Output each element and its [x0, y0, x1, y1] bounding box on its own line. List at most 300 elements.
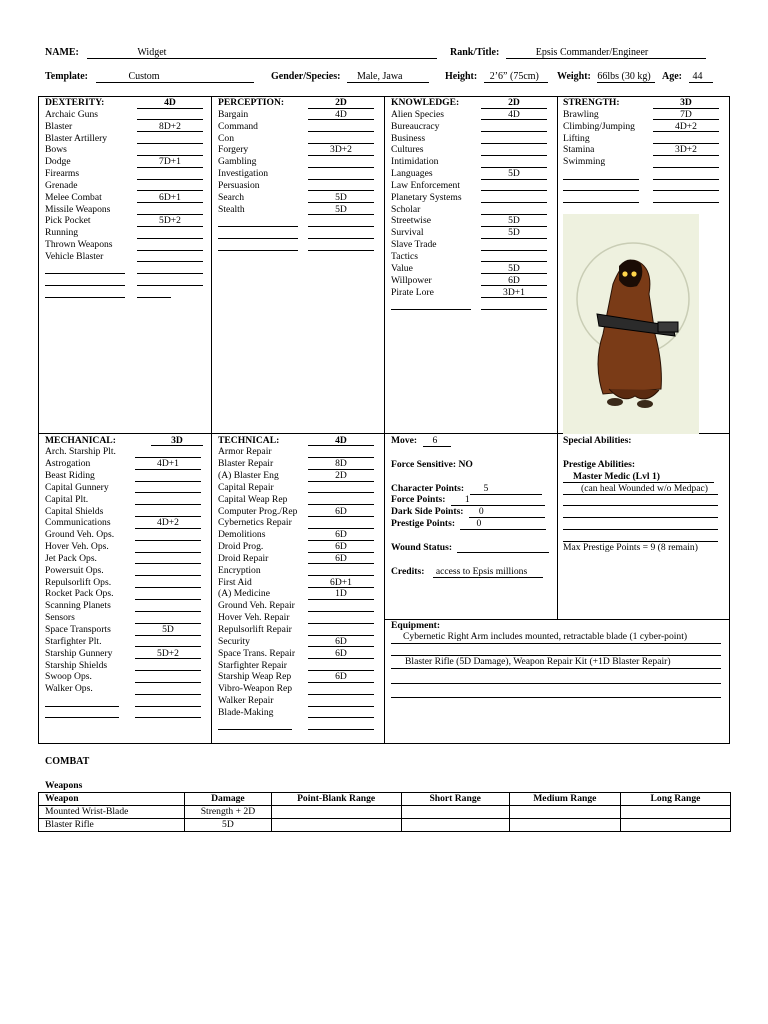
skill-value[interactable] — [308, 683, 374, 695]
dark-side-points-field[interactable]: 0 — [469, 506, 545, 518]
skill-value[interactable] — [135, 588, 201, 600]
strength-value[interactable]: 3D — [653, 97, 719, 109]
skill-row-capital-shields — [45, 506, 205, 518]
skill-row-command — [218, 121, 378, 133]
template-field[interactable]: Custom — [96, 71, 254, 83]
column-header-damage: Damage — [185, 793, 272, 806]
table-cell[interactable] — [271, 819, 401, 832]
mechanical-section — [45, 435, 205, 719]
force-sensitive: Force Sensitive: NO — [391, 459, 473, 470]
skill-row-climbing-jumping — [563, 121, 723, 133]
skill-name: Brawling — [563, 108, 599, 120]
character-points-field[interactable]: 5 — [470, 483, 542, 495]
age-row — [662, 71, 713, 83]
skill-value[interactable]: 3D+2 — [308, 144, 374, 156]
skill-row-vehicle-blaster — [45, 251, 205, 263]
skill-value[interactable] — [135, 529, 201, 541]
skill-name: Melee Combat — [45, 191, 102, 203]
skill-value[interactable] — [481, 180, 547, 192]
skill-name: Pirate Lore — [391, 286, 434, 298]
skill-value[interactable] — [308, 707, 374, 719]
skill-row-pick-pocket — [45, 215, 205, 227]
table-cell[interactable]: Blaster Rifle — [39, 819, 185, 832]
wound-status-field[interactable] — [457, 542, 549, 553]
skill-row-a-blaster-eng — [218, 470, 378, 482]
skill-name: Grenade — [45, 179, 78, 191]
skill-row-powersuit-ops — [45, 565, 205, 577]
skill-row-melee-combat — [45, 192, 205, 204]
skill-row-encryption — [218, 565, 378, 577]
prestige-points-row — [391, 518, 546, 530]
skill-row-thrown-weapons — [45, 239, 205, 251]
skill-row-starfighter-plt — [45, 636, 205, 648]
skill-value[interactable] — [135, 506, 201, 518]
technical-section — [218, 435, 378, 731]
skill-row-jet-pack-ops — [45, 553, 205, 565]
table-row — [39, 806, 731, 819]
skill-name: Stamina — [563, 144, 595, 156]
skill-value[interactable] — [137, 133, 203, 145]
skill-row-hover-veh-repair — [218, 612, 378, 624]
wound-status-label: Wound Status: — [391, 542, 453, 553]
skill-value[interactable]: 5D — [481, 215, 547, 227]
skill-name: Ground Veh. Repair — [218, 600, 295, 612]
skill-name: Swoop Ops. — [45, 671, 92, 683]
skill-row-cultures — [391, 144, 551, 156]
skill-name: Blaster Repair — [218, 458, 274, 470]
skill-name: Value — [391, 262, 413, 274]
skill-name: Dodge — [45, 156, 71, 168]
skill-value[interactable] — [135, 660, 201, 672]
skill-value[interactable] — [135, 683, 201, 695]
skill-value[interactable]: 6D — [308, 529, 374, 541]
table-cell[interactable]: Mounted Wrist-Blade — [39, 806, 185, 819]
skill-row-droid-prog — [218, 541, 378, 553]
skill-value[interactable] — [308, 517, 374, 529]
skill-row-walker-repair — [218, 695, 378, 707]
skill-value[interactable] — [481, 204, 547, 216]
prestige-points-label: Prestige Points: — [391, 518, 456, 529]
skill-row-running — [45, 227, 205, 239]
skill-name: Repulsorlift Repair — [218, 624, 292, 635]
skill-value[interactable] — [481, 251, 547, 263]
equipment-line-2[interactable]: Blaster Rifle (5D Damage), Weapon Repair Kit (+1D Blaster Repair) — [405, 656, 671, 667]
skill-value[interactable] — [481, 144, 547, 156]
skill-row-demolitions — [218, 529, 378, 541]
skill-value[interactable] — [137, 204, 203, 216]
skill-name: Starship Shields — [45, 659, 108, 671]
skill-name: Lifting — [563, 132, 590, 144]
rank-row — [450, 47, 706, 59]
wound-status-row — [391, 542, 549, 553]
skill-row-space-transports — [45, 624, 205, 636]
table-cell[interactable] — [620, 819, 730, 832]
skill-value[interactable] — [308, 168, 374, 180]
skill-value[interactable] — [308, 121, 374, 133]
skill-value[interactable]: 4D+2 — [653, 121, 719, 133]
skill-name: Bargain — [218, 108, 249, 120]
skill-value[interactable]: 6D — [308, 506, 374, 518]
skill-value[interactable] — [481, 192, 547, 204]
skill-value[interactable] — [137, 180, 203, 192]
skill-row-grenade — [45, 180, 205, 192]
skill-name: Thrown Weapons — [45, 239, 113, 251]
skill-value[interactable] — [481, 133, 547, 145]
skill-row-computer-prog-rep — [218, 506, 378, 518]
rank-field[interactable]: Epsis Commander/Engineer — [506, 47, 706, 59]
equipment-rule — [391, 697, 721, 698]
character-points-label: Character Points: — [391, 483, 465, 494]
gender-label: Gender/Species: — [271, 71, 341, 82]
skill-name: Vehicle Blaster — [45, 250, 104, 262]
skill-value[interactable]: 8D — [308, 458, 374, 470]
skill-row-sensors — [45, 612, 205, 624]
equipment-rule — [391, 643, 721, 644]
technical-value[interactable]: 4D — [308, 435, 374, 447]
prestige-note-row — [563, 483, 718, 495]
skill-name: Firearms — [45, 168, 80, 180]
skill-name: Space Transports — [45, 624, 111, 635]
skill-value[interactable]: 4D+1 — [135, 458, 201, 470]
skill-row-search — [218, 192, 378, 204]
skill-value[interactable] — [481, 121, 547, 133]
skill-value[interactable] — [653, 156, 719, 168]
table-cell[interactable]: Strength + 2D — [185, 806, 272, 819]
skill-value[interactable]: 6D — [481, 275, 547, 287]
skill-row-investigation — [218, 168, 378, 180]
skill-name: Investigation — [218, 168, 269, 180]
skill-name: Starship Gunnery — [45, 647, 113, 659]
skill-row-blade-making — [218, 707, 378, 719]
skill-name: Forgery — [218, 144, 249, 156]
skill-row-bargain — [218, 109, 378, 121]
dexterity-value[interactable]: 4D — [137, 97, 203, 109]
prestige-ability-field[interactable]: Master Medic (Lvl 1) — [563, 471, 714, 483]
name-field[interactable]: Widget — [87, 47, 437, 59]
skill-name: Con — [218, 132, 234, 144]
skill-value[interactable] — [137, 109, 203, 121]
skill-row-armor-repair — [218, 446, 378, 458]
max-prestige: Max Prestige Points = 9 (8 remain) — [563, 542, 698, 553]
skill-name: Cultures — [391, 144, 424, 156]
skill-value[interactable] — [308, 133, 374, 145]
skill-name: Arch. Starship Plt. — [45, 446, 116, 458]
skill-name: Security — [218, 635, 250, 647]
skill-value[interactable]: 4D — [481, 109, 547, 121]
skill-value[interactable]: 6D+1 — [137, 192, 203, 204]
blank-line — [563, 505, 718, 506]
table-cell[interactable] — [401, 819, 509, 832]
skill-row-starship-gunnery — [45, 648, 205, 660]
skill-row-streetwise — [391, 215, 551, 227]
force-points-field[interactable]: 1 — [451, 494, 545, 506]
skill-name: Hover Veh. Repair — [218, 612, 290, 624]
skill-value[interactable] — [135, 565, 201, 577]
skill-row-starfighter-repair — [218, 660, 378, 672]
skill-row-droid-repair — [218, 553, 378, 565]
skill-row-planetary-systems — [391, 192, 551, 204]
table-row — [39, 819, 731, 832]
skill-name: Capital Plt. — [45, 493, 89, 505]
skill-row-intimidation — [391, 156, 551, 168]
skill-name: (A) Medicine — [218, 588, 270, 600]
skill-value[interactable] — [135, 577, 201, 589]
skill-name: Sensors — [45, 612, 75, 624]
skill-value[interactable]: 5D — [481, 227, 547, 239]
prestige-note-field[interactable]: (can heal Wounded w/o Medpac) — [563, 483, 718, 495]
skill-row-beast-riding — [45, 470, 205, 482]
skill-value[interactable]: 7D+1 — [137, 156, 203, 168]
skill-name: Hover Veh. Ops. — [45, 541, 109, 553]
skill-value[interactable]: 3D+2 — [653, 144, 719, 156]
skill-name: Missile Weapons — [45, 203, 111, 215]
skill-value[interactable] — [137, 239, 203, 251]
skill-row-brawling — [563, 109, 723, 121]
weight-label: Weight: — [557, 71, 591, 82]
skill-name: Stealth — [218, 203, 245, 215]
move-field[interactable]: 6 — [423, 435, 451, 447]
table-cell[interactable] — [509, 806, 620, 819]
skill-value[interactable] — [137, 251, 203, 263]
gender-field[interactable]: Male, Jawa — [347, 71, 429, 83]
skill-name: Space Trans. Repair — [218, 647, 296, 659]
credits-field[interactable]: access to Epsis millions — [433, 566, 543, 578]
skill-name: Rocket Pack Ops. — [45, 588, 114, 600]
table-cell[interactable] — [271, 806, 401, 819]
skill-value[interactable]: 4D+2 — [135, 517, 201, 529]
skill-row-stamina — [563, 144, 723, 156]
prestige-abilities-label: Prestige Abilities: — [563, 459, 636, 470]
skill-name: Slave Trade — [391, 239, 437, 251]
table-cell[interactable] — [620, 806, 730, 819]
skill-value[interactable] — [137, 144, 203, 156]
skill-row-repulsorlift-repair — [218, 624, 378, 636]
skill-row-capital-repair — [218, 482, 378, 494]
skill-name: Starfighter Repair — [218, 659, 287, 671]
skill-row-persuasion — [218, 180, 378, 192]
skill-name: Command — [218, 120, 258, 132]
skill-value[interactable]: 5D+2 — [137, 215, 203, 227]
table-cell[interactable] — [401, 806, 509, 819]
skill-value[interactable]: 8D+2 — [137, 121, 203, 133]
skill-name: Blade-Making — [218, 706, 274, 718]
technical-title: TECHNICAL: — [218, 434, 280, 446]
skill-value[interactable]: 5D — [135, 624, 201, 636]
skill-value[interactable]: 3D+1 — [481, 287, 547, 299]
skill-name: Planetary Systems — [391, 191, 462, 203]
skill-value[interactable] — [308, 660, 374, 672]
skill-value[interactable] — [135, 541, 201, 553]
skill-value[interactable] — [308, 494, 374, 506]
skill-row-bows — [45, 144, 205, 156]
skill-value[interactable] — [308, 600, 374, 612]
dark-side-points-label: Dark Side Points: — [391, 506, 464, 517]
skill-name: Capital Repair — [218, 481, 274, 493]
skill-name: Armor Repair — [218, 446, 272, 458]
skill-value[interactable] — [653, 133, 719, 145]
move-label: Move: — [391, 435, 418, 446]
mechanical-value[interactable]: 3D — [151, 435, 203, 447]
strength-title: STRENGTH: — [563, 97, 620, 108]
age-field[interactable]: 44 — [689, 71, 713, 83]
skill-name: Repulsorlift Ops. — [45, 576, 112, 588]
skill-row-space-trans-repair — [218, 648, 378, 660]
skill-value[interactable] — [135, 600, 201, 612]
skill-value[interactable] — [308, 695, 374, 707]
skill-value[interactable]: 6D — [308, 671, 374, 683]
skill-row-scanning-planets — [45, 600, 205, 612]
skill-value[interactable]: 5D+2 — [135, 648, 201, 660]
knowledge-value[interactable]: 2D — [481, 97, 547, 109]
strength-section — [563, 97, 723, 204]
skill-row-a-medicine — [218, 588, 378, 600]
skill-value[interactable] — [308, 156, 374, 168]
skill-value[interactable] — [308, 482, 374, 494]
skill-row-starship-weap-rep — [218, 671, 378, 683]
skill-value[interactable] — [135, 482, 201, 494]
skill-value[interactable] — [137, 227, 203, 239]
skill-value[interactable]: 6D — [308, 648, 374, 660]
skill-name: Willpower — [391, 274, 432, 286]
skill-value[interactable] — [308, 565, 374, 577]
skill-value[interactable]: 7D — [653, 109, 719, 121]
skill-row-law-enforcement — [391, 180, 551, 192]
skill-value[interactable]: 5D — [308, 192, 374, 204]
skill-row-astrogation — [45, 458, 205, 470]
skill-value[interactable]: 6D — [308, 636, 374, 648]
move-row — [391, 435, 451, 447]
skill-name: Languages — [391, 168, 433, 180]
skill-value[interactable] — [135, 636, 201, 648]
skill-value[interactable] — [137, 168, 203, 180]
skill-name: Blaster Artillery — [45, 132, 108, 144]
skill-row-missile-weapons — [45, 204, 205, 216]
height-field[interactable]: 2’6” (75cm) — [484, 71, 548, 83]
equipment-line-1[interactable]: Cybernetic Right Arm includes mounted, retractable blade (1 cyber-point) — [403, 631, 688, 642]
skill-row-stealth — [218, 204, 378, 216]
skill-row-value — [391, 263, 551, 275]
skill-row-cybernetics-repair — [218, 517, 378, 529]
skill-value[interactable]: 6D — [308, 541, 374, 553]
table-cell[interactable] — [509, 819, 620, 832]
skill-value[interactable] — [308, 612, 374, 624]
skill-value[interactable] — [308, 624, 374, 636]
weight-field[interactable]: 66lbs (30 kg) — [597, 71, 655, 83]
skill-row-dodge — [45, 156, 205, 168]
prestige-points-field[interactable]: 0 — [460, 518, 546, 530]
skill-value[interactable]: 4D — [308, 109, 374, 121]
skill-name: Communications — [45, 517, 111, 529]
skill-name: Droid Prog. — [218, 541, 264, 553]
skill-name: Demolitions — [218, 529, 266, 541]
skill-name: Encryption — [218, 564, 261, 576]
column-header-medium-range: Medium Range — [509, 793, 620, 806]
weapons-table — [38, 792, 731, 832]
skill-row-ground-veh-ops — [45, 529, 205, 541]
skill-row-communications — [45, 517, 205, 529]
table-cell[interactable]: 5D — [185, 819, 272, 832]
skill-value[interactable]: 1D — [308, 588, 374, 600]
perception-value[interactable]: 2D — [308, 97, 374, 109]
skill-value[interactable] — [135, 470, 201, 482]
credits-row — [391, 566, 543, 578]
skill-name: Capital Shields — [45, 505, 104, 517]
skill-row-tactics — [391, 251, 551, 263]
skill-name: Survival — [391, 227, 424, 239]
skill-value[interactable] — [135, 446, 201, 458]
skill-name: (A) Blaster Eng — [218, 470, 279, 482]
perception-section — [218, 97, 378, 251]
skill-row-gambling — [218, 156, 378, 168]
skill-value[interactable] — [135, 553, 201, 565]
jawa-illustration — [563, 214, 699, 434]
equipment-label: Equipment: — [391, 620, 441, 631]
height-row — [445, 71, 548, 83]
skill-row-archaic-guns — [45, 109, 205, 121]
skill-row-vibro-weapon-rep — [218, 683, 378, 695]
skill-value[interactable] — [308, 446, 374, 458]
skill-name: Blaster — [45, 120, 73, 132]
skill-value[interactable]: 5D — [481, 263, 547, 275]
skill-name: Bureaucracy — [391, 120, 440, 132]
skill-row-slave-trade — [391, 239, 551, 251]
skill-row-capital-plt — [45, 494, 205, 506]
skill-row-firearms — [45, 168, 205, 180]
mechanical-title: MECHANICAL: — [45, 434, 116, 446]
skill-row-security — [218, 636, 378, 648]
name-row — [45, 47, 437, 59]
blank-line — [563, 517, 718, 518]
skill-name: Swimming — [563, 156, 606, 168]
skill-value[interactable] — [135, 671, 201, 683]
skill-name: Jet Pack Ops. — [45, 552, 97, 564]
gender-row — [271, 71, 429, 83]
skill-name: Droid Repair — [218, 552, 269, 564]
skill-name: Ground Veh. Ops. — [45, 529, 115, 541]
equipment-rule — [391, 683, 721, 684]
dark-side-points-row — [391, 506, 545, 518]
skill-value[interactable] — [135, 612, 201, 624]
skill-row-rocket-pack-ops — [45, 588, 205, 600]
height-label: Height: — [445, 71, 478, 82]
skill-name: Powersuit Ops. — [45, 564, 104, 576]
weight-row — [557, 71, 655, 83]
skill-value[interactable]: 5D — [481, 168, 547, 180]
skill-value[interactable]: 6D — [308, 553, 374, 565]
skill-name: Bows — [45, 144, 67, 156]
skill-value[interactable]: 6D+1 — [308, 577, 374, 589]
skill-name: Scanning Planets — [45, 600, 111, 612]
skill-value[interactable]: 5D — [308, 204, 374, 216]
skill-value[interactable]: 2D — [308, 470, 374, 482]
skill-value[interactable] — [481, 239, 547, 251]
skill-value[interactable] — [481, 156, 547, 168]
template-row — [45, 71, 254, 83]
divider — [384, 96, 385, 744]
skill-row-blaster-artillery — [45, 133, 205, 145]
character-portrait — [563, 214, 699, 434]
column-header-weapon: Weapon — [39, 793, 185, 806]
skill-value[interactable] — [135, 494, 201, 506]
skill-name: Gambling — [218, 156, 257, 168]
skill-row-business — [391, 133, 551, 145]
skill-name: Business — [391, 132, 426, 144]
column-header-point-blank-range: Point-Blank Range — [271, 793, 401, 806]
skill-name: Tactics — [391, 250, 419, 262]
combat-title: COMBAT — [45, 756, 90, 767]
skill-row-scholar — [391, 204, 551, 216]
skill-value[interactable] — [308, 180, 374, 192]
